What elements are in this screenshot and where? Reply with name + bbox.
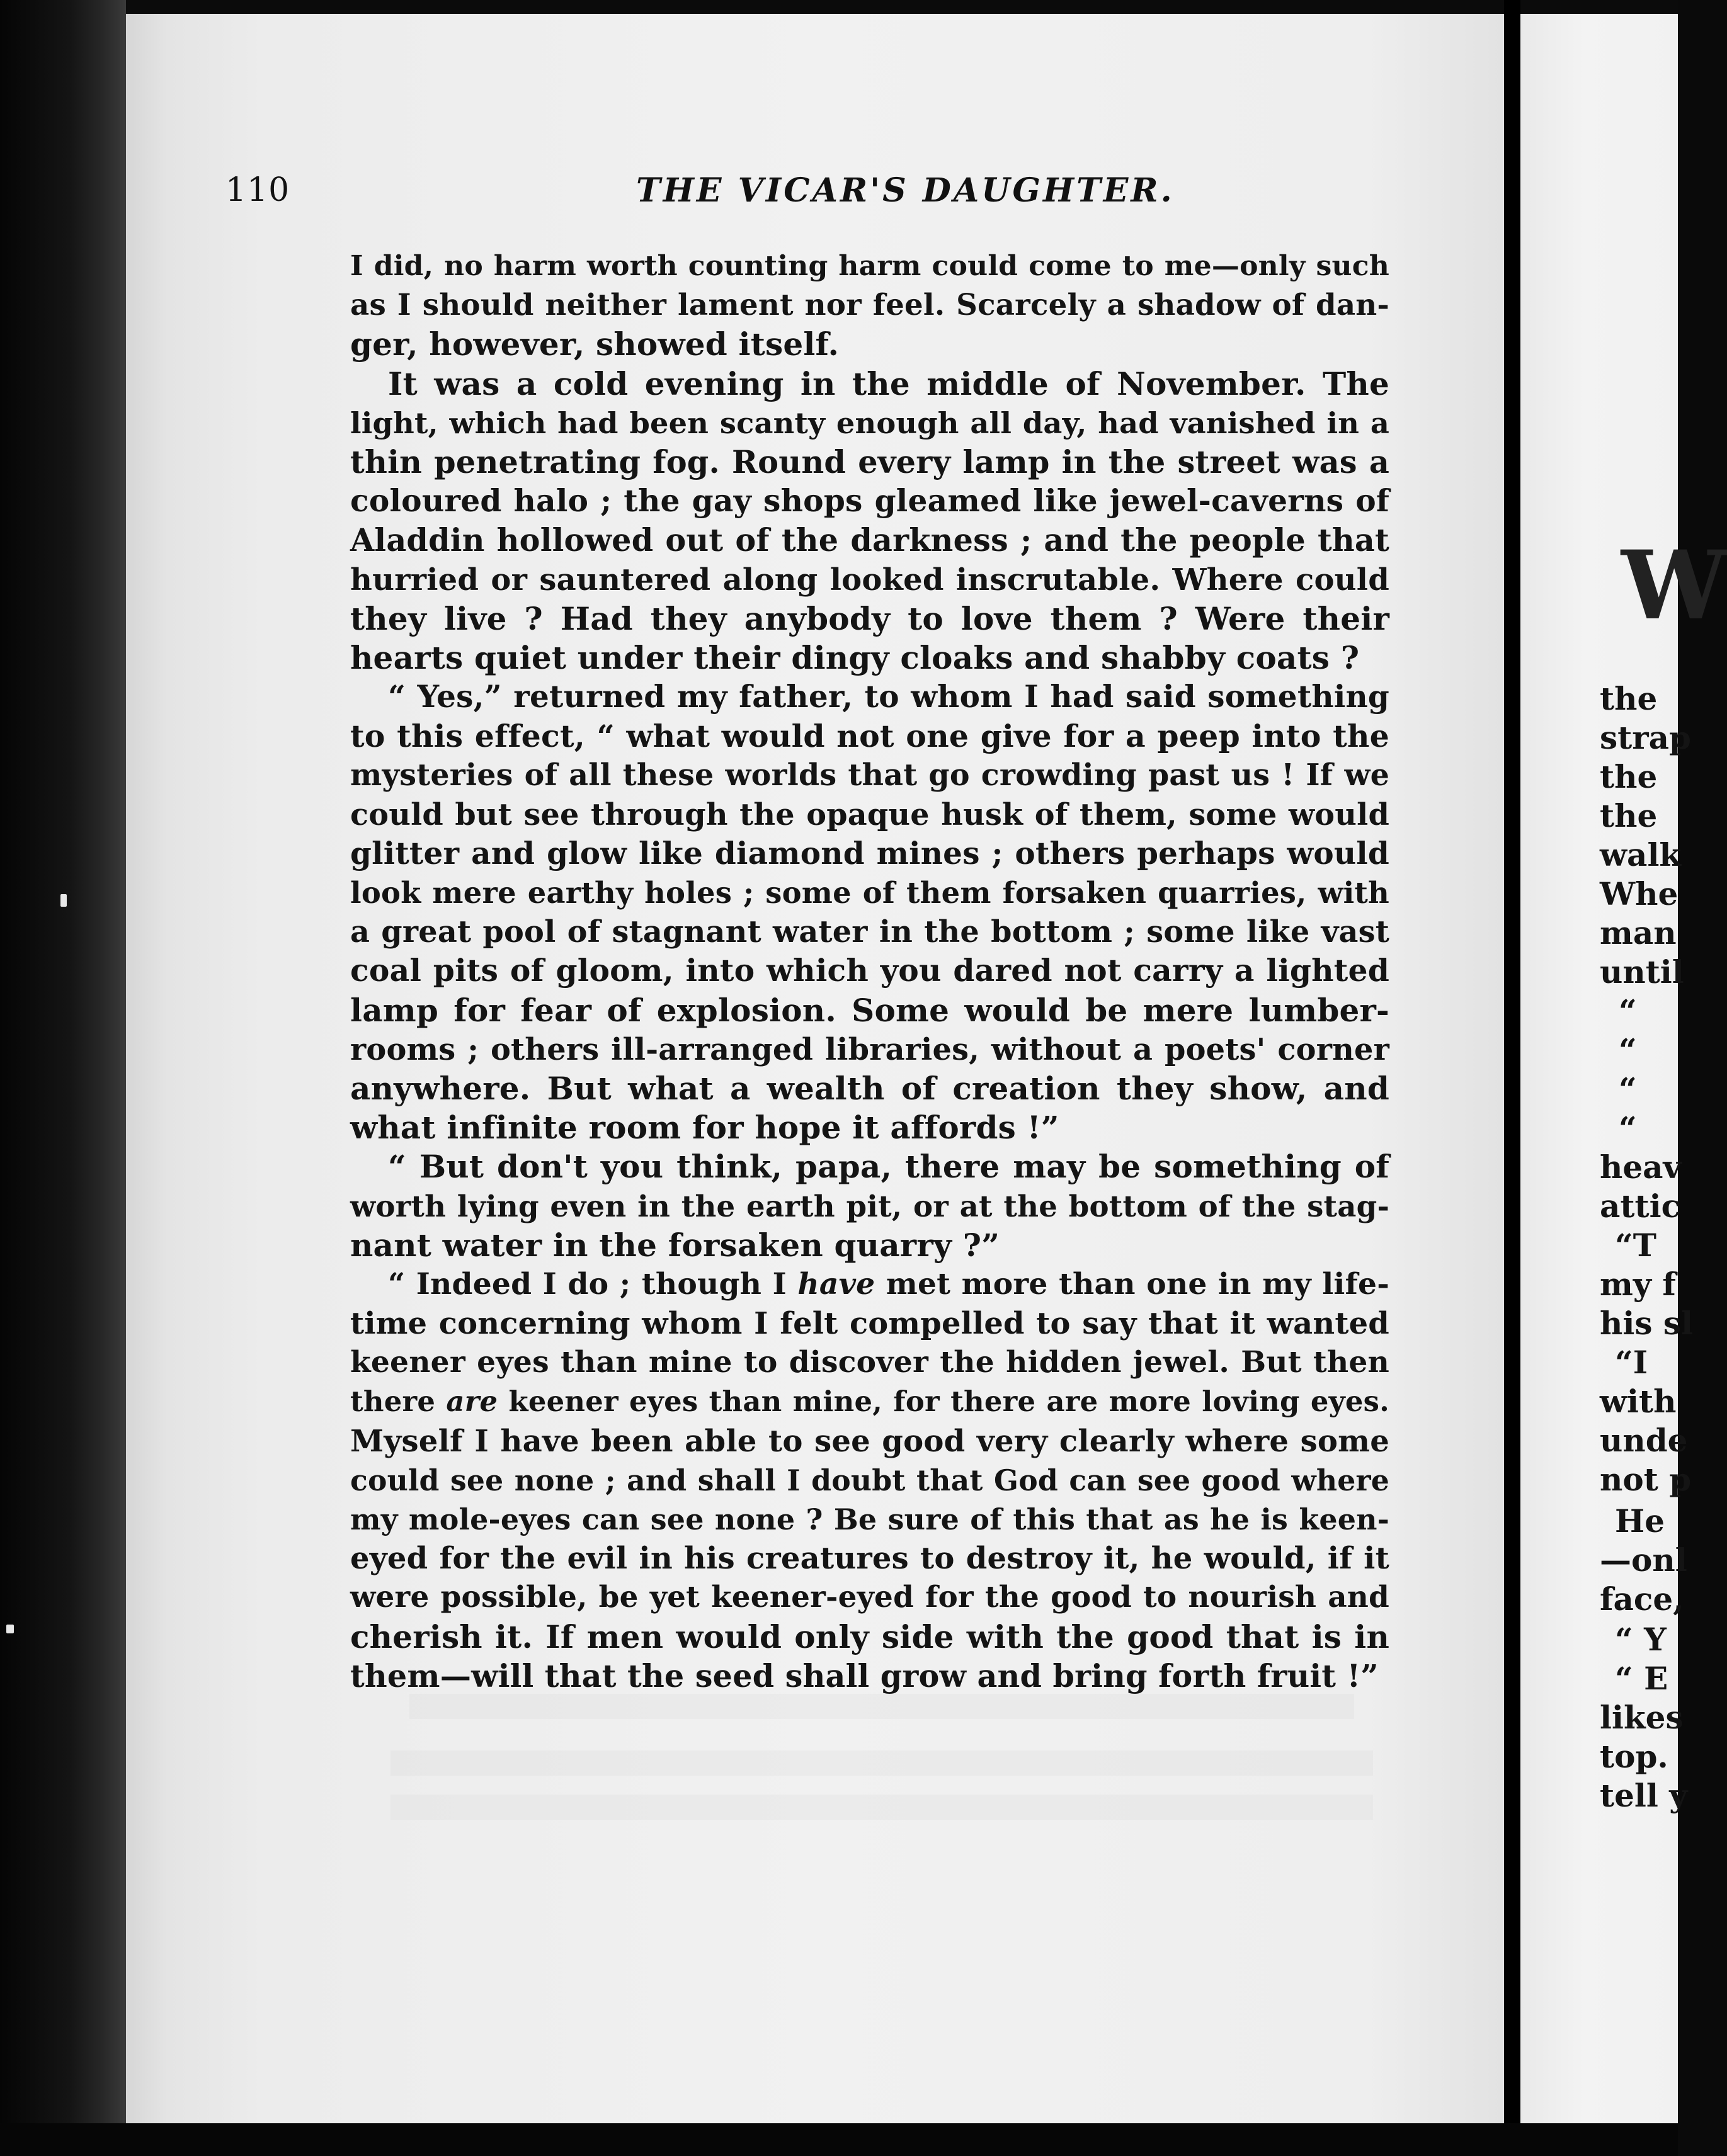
text-line: worth lying even in the earth pit, or at the bottom of the stag- [350, 1188, 1389, 1223]
facing-book-page [1520, 14, 1727, 2123]
text-line: there are keener eyes than mine, for there are more loving eyes. [350, 1385, 1389, 1419]
page-gutter [1504, 0, 1520, 2156]
text-line: anywhere. But what a wealth of creation they show, and [350, 1069, 1389, 1107]
facing-text-fragment: walk [1600, 836, 1682, 873]
text-line: ger, however, showed itself. [350, 326, 840, 363]
text-line: what infinite room for hope it affords !” [350, 1109, 1059, 1147]
text-line: It was a cold evening in the middle of November. The [388, 365, 1389, 402]
facing-text-fragment: “ [1619, 1031, 1637, 1069]
text-line: coloured halo ; the gay shops gleamed like jewel-caverns of [350, 483, 1389, 519]
running-head: THE VICAR'S DAUGHTER. [636, 171, 1175, 210]
facing-text-fragment: tell y [1600, 1777, 1688, 1814]
facing-text-fragment: “ [1619, 1109, 1637, 1147]
facing-text-fragment: “ Y [1615, 1621, 1667, 1658]
text-line: Myself I have been able to see good very clearly where some [350, 1423, 1389, 1459]
facing-text-fragment: not p [1600, 1461, 1692, 1498]
italic-emphasis: have [797, 1266, 875, 1302]
facing-text-fragment: Whe [1600, 875, 1679, 912]
facing-text-fragment: my f [1600, 1266, 1676, 1303]
text-line: “ Yes,” returned my father, to whom I had said something [388, 679, 1389, 715]
facing-text-fragment: “I [1615, 1344, 1648, 1381]
text-line: Aladdin hollowed out of the darkness ; and the people that [350, 522, 1389, 559]
facing-text-fragment: man [1600, 914, 1677, 951]
facing-text-fragment: He [1615, 1502, 1665, 1540]
bleed-through-shadow [390, 1795, 1373, 1820]
book-spine-edge [0, 0, 126, 2156]
text-line: cherish it. If men would only side with the good that is in [350, 1618, 1389, 1655]
text-line: light, which had been scanty enough all day, had vanished in a [350, 406, 1389, 440]
text-line: look mere earthy holes ; some of them forsaken quarries, with [350, 875, 1389, 910]
page-body-text [350, 247, 1389, 1696]
text-line: eyed for the evil in his creatures to destroy it, he would, if it [350, 1541, 1389, 1577]
facing-text-fragment: —onl [1600, 1541, 1687, 1579]
bleed-through-shadow [390, 1750, 1373, 1776]
text-line: glitter and glow like diamond mines ; others perhaps would [350, 835, 1389, 871]
text-line: to this effect, “ what would not one give for a peep into the [350, 718, 1389, 755]
text-line: mysteries of all these worlds that go crowding past us ! If we [350, 757, 1389, 793]
facing-text-fragment: until [1600, 953, 1684, 990]
facing-text-fragment: strap [1600, 719, 1691, 756]
text-line: them—will that the seed shall grow and bring forth fruit !” [350, 1657, 1379, 1694]
facing-text-fragment: heav [1600, 1149, 1682, 1186]
facing-text-fragment: “ E [1615, 1660, 1668, 1697]
italic-emphasis: are [446, 1385, 498, 1419]
bleed-through-shadow [409, 1694, 1354, 1719]
text-line: could see none ; and shall I doubt that God can see good where [350, 1463, 1389, 1497]
text-line: hearts quiet under their dingy cloaks and shabby coats ? [350, 638, 1360, 676]
text-line: keener eyes than mine to discover the hidden jewel. But then [350, 1345, 1389, 1380]
facing-text-fragment: likes [1600, 1699, 1684, 1736]
text-line: rooms ; others ill-arranged libraries, without a poets' corner [350, 1031, 1389, 1067]
facing-text-fragment: “ [1619, 1070, 1637, 1108]
scan-bottom-edge [0, 2123, 1678, 2156]
text-line: thin penetrating fog. Round every lamp in the street was a [350, 443, 1389, 480]
text-line: were possible, be yet keener-eyed for the good to nourish and [350, 1580, 1389, 1615]
facing-text-fragment: attic [1600, 1188, 1681, 1225]
facing-text-fragment: with [1600, 1383, 1677, 1420]
facing-text-fragment: top. [1600, 1738, 1668, 1775]
text-line: “ But don't you think, papa, there may be something of [388, 1148, 1389, 1186]
text-line: as I should neither lament nor feel. Scarcely a shadow of dan- [350, 288, 1389, 323]
text-line: I did, no harm worth counting harm could come to me—only such [350, 250, 1389, 282]
text-line: they live ? Had they anybody to love them ? Were their [350, 599, 1389, 637]
text-line: a great pool of stagnant water in the bottom ; some like vast [350, 914, 1389, 950]
text-line: my mole-eyes can see none ? Be sure of this that as he is keen- [350, 1502, 1389, 1536]
text-line: lamp for fear of explosion. Some would be mere lumber- [350, 991, 1389, 1029]
facing-text-fragment: his sl [1600, 1305, 1694, 1342]
facing-text-fragment: the [1600, 797, 1658, 834]
text-line: hurried or sauntered along looked inscrutable. Where could [350, 562, 1389, 598]
facing-text-fragment: unde [1600, 1422, 1688, 1459]
facing-text-fragment: the [1600, 680, 1658, 717]
text-line: coal pits of gloom, into which you dared not carry a lighted [350, 953, 1389, 989]
facing-text-fragment: the [1600, 758, 1658, 795]
facing-text-fragment: face, [1600, 1580, 1684, 1618]
spine-speck [6, 1625, 14, 1633]
text-line: could but see through the opaque husk of them, some would [350, 797, 1389, 832]
text-line: nant water in the forsaken quarry ?” [350, 1226, 1000, 1264]
text-line: “ Indeed I do ; though I have met more than one in my life- [388, 1266, 1389, 1302]
text-line: time concerning whom I felt compelled to say that it wanted [350, 1306, 1389, 1342]
page-number: 110 [225, 171, 290, 209]
drop-cap: W [1621, 530, 1727, 641]
facing-text-fragment: “ [1619, 992, 1637, 1030]
facing-text-fragment: “T [1615, 1227, 1656, 1264]
spine-speck [60, 894, 67, 907]
